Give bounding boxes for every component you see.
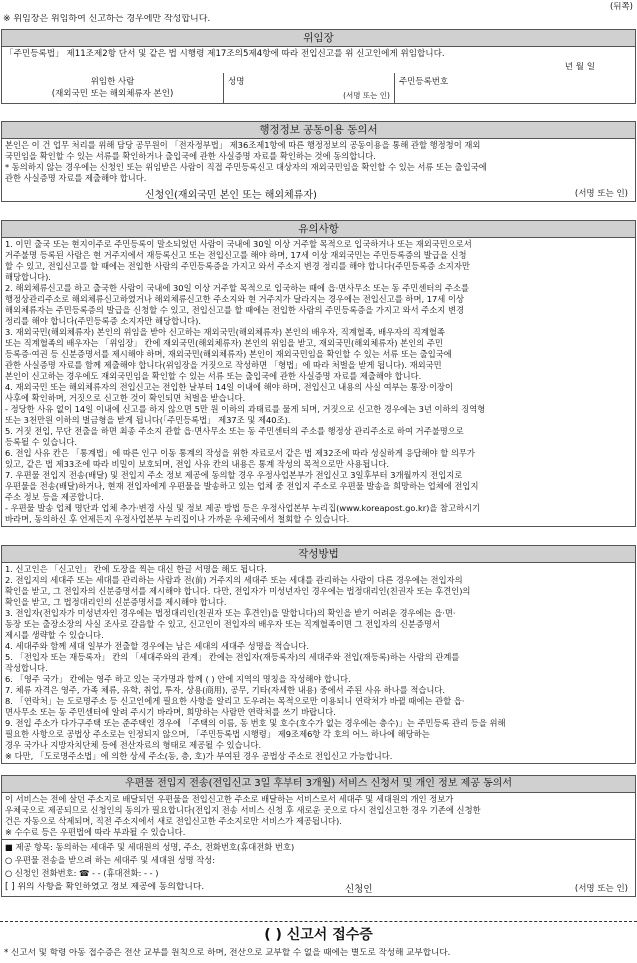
note-line: - 정당한 사유 없이 14일 이내에 신고를 하지 않으면 5만 원 이하의 과태료를 물게 되며, 거짓으로 신고한 경우에는 3년 이하의 징역형 <box>5 404 486 414</box>
howto-line: 5. 「전입자 또는 재등록자」 칸의 「세대주와의 관계」 칸에는 전입자(재등록자)의 세대주와 전입(재등록)하는 사람의 관계를 <box>5 652 460 662</box>
note-line: 7. 우편물 전입지 전송(배달) 및 전입지 주소 정보 제공에 동의할 경우 우정사업본부가 전입신고 3일후부터 3개월까지 전입지로 <box>5 470 463 480</box>
admin-consent-section <box>0 121 637 202</box>
sign-label: (서명 또는 인) <box>343 91 390 100</box>
consent-applicant: 신청인 <box>345 884 373 895</box>
note-line: 정리를 해야 합니다(주민등록증 소지자만 해당합니다). <box>5 316 201 326</box>
howto-line: 동장 또는 출장소장의 사실 조사로 갈음할 수 있고, 신고인이 전입자의 배우자 또는 직계혈족이면 그 전입자의 신분증명서 <box>5 619 440 629</box>
notes-title: 유의사항 <box>1 220 636 238</box>
note-line: 2. 해외체류신고를 하고 출국한 사람이 국내에 30일 이상 거주할 목적으로 입국하는 때에 읍·면사무소 또는 동 주민센터의 주소를 <box>5 283 470 293</box>
note-line: 등록될 수 있습니다. <box>5 437 78 447</box>
receipt-section <box>0 921 637 959</box>
notes-section <box>0 220 637 527</box>
howto-line: 필요한 사항으로 공법상 주소로는 인정되지 않으며, 「주민등록법 시행령」 제9조제6항 각 호의 어느 하나에 해당하는 <box>5 729 430 739</box>
admin-applicant-sign[interactable]: (서명 또는 인) <box>574 189 628 199</box>
howto-line: 3. 전입자(전입자가 미성년자인 경우에는 법정대리인(친권자 또는 후견인)을 말합니다)의 확인을 받기 어려운 경우에는 읍·면· <box>5 608 456 618</box>
consent-line: ※ 수수료 등은 우편법에 따라 부과될 수 있습니다. <box>5 827 186 837</box>
admin-line: * 동의하지 않는 경우에는 신청인 또는 위임받은 사람이 직접 주민등록신고 대상자의 재외국민임을 확인할 수 있는 서류 또는 출입국에 <box>5 162 487 172</box>
note-line: 4. 재외국민 또는 해외체류자의 전입신고는 전입한 날부터 14일 이내에 해야 하며, 전입신고 내용의 사실 여부는 통장·이장이 <box>5 382 454 392</box>
rrn-label: 주민등록번호 <box>398 77 449 87</box>
consent-line: 건은 자동으로 삭제되며, 직전 주소지에서 새로 전입신고한 주소지로만 서비스가 제공됩니다). <box>5 816 342 826</box>
mail-consent-title: 우편물 전입지 전송(전입신고 3일 후부터 3개월) 서비스 신청서 및 개인 정보 제공 동의서 <box>1 775 636 793</box>
howto-line: 제시를 생략할 수 있습니다. <box>5 630 104 640</box>
agree-checkbox[interactable]: [ ] 위의 사항을 확인하였고 정보 제공에 동의합니다. <box>5 882 205 892</box>
note-line: 관한 사실증명 자료를 함께 제출해야 합니다(위임장을 거짓으로 작성하면 「형법」에 따라 처벌을 받게 됩니다). 재외국민 <box>5 360 442 370</box>
howto-line: 경우 국가나 지방자치단체 등에 전산자료의 형태로 제공될 수 있습니다. <box>5 740 262 750</box>
note-line: 6. 전입 사유 칸은 「통계법」에 따른 인구 이동 통계의 작성을 위한 자료로서 같은 법 제32조에 따라 성실하게 응답해야 할 의무가 <box>5 448 475 458</box>
howto-line: 확인을 받고, 그 법정대리인의 신분증명서를 제시해야 합니다. <box>5 597 227 607</box>
note-line: 1. 이민 출국 또는 현지이주로 주민등록이 말소되었던 사람이 국내에 30일 이상 거주할 목적으로 입국하거나 또는 재외국민으로서 <box>5 239 472 249</box>
howto-line: 4. 세대주와 함께 세대 일부가 전출할 경우에는 남은 세대의 세대주 성명을 적습니다. <box>5 641 310 651</box>
delegation-text: 「주민등록법」 제11조제2항 단서 및 같은 법 시행령 제17조의5제4항에 따라 전입신고를 위 신고인에게 위임합니다. <box>5 49 445 59</box>
note-line: 할 수 있고, 전입신고를 할 때에는 전입한 사람의 주민등록증을 가지고 와서 주소지 변경 정리를 해야 합니다(주민등록증 소지자만 <box>5 261 470 271</box>
delegator-label: 위임한 사람 <box>90 77 135 87</box>
consent-item-phone[interactable]: ○ 신청인 전화번호: ☎ - - (휴대전화: - - ) <box>5 868 159 878</box>
note-line: 등록증·여권 등 신분증명서를 제시해야 하며, 재외국민(해외체류자) 본인이 재외국민임을 확인할 수 있는 서류 또는 출입국에 <box>5 349 452 359</box>
note-line: 본인이 신고하는 경우에도 재외국민임을 확인할 수 있는 서류 또는 출입국에 관한 사실증명 자료를 제출해야 합니다. <box>5 371 422 381</box>
note-line: 해외체류자는 주민등록증의 발급을 신청할 수 있고, 전입신고를 할 때에는 전입한 사람의 주민등록증을 가지고 와서 주소지 변경 <box>5 305 464 315</box>
receipt-title: ( ) 신고서 접수증 <box>264 927 373 943</box>
delegation-title: 위임장 <box>1 29 636 47</box>
note-line: 바라며, 동의하신 후 언제든지 우정사업본부 누리집이나 가까운 우체국에서 철회할 수 있습니다. <box>5 514 350 524</box>
consent-item-provided: ■ 제공 항목: 동의하는 세대주 및 세대원의 성명, 주소, 전화번호(휴대전화 번호) <box>5 842 295 852</box>
consent-line: 우체국으로 제공되므로 신청인의 동의가 필요합니다(전입지 전송 서비스 신청 후 새로운 곳으로 다시 전입신고한 경우 기존에 신청한 <box>5 805 481 815</box>
note-line: 5. 거짓 전입, 무단 전출을 하면 최종 주소지 관할 읍·면사무소 또는 동 주민센터의 주소를 행정상 관리주소로 하여 거주불명으로 <box>5 426 464 436</box>
note-line: 거주불명 등록된 사람은 현 거주지에서 재등록신고 또는 전입신고를 해야 하며, 17세 이상 재외국민는 주민등록증의 발급을 신청 <box>5 250 467 260</box>
howto-line: 작성합니다. <box>5 663 48 673</box>
delegator-table <box>2 73 635 103</box>
mail-consent-section <box>0 775 637 897</box>
admin-applicant: 신청인(재외국민 본인 또는 해외체류자) <box>145 190 317 201</box>
consent-item-names[interactable]: ○ 우편물 전송을 받으려 하는 세대주 및 세대원 성명 작성: <box>5 855 216 865</box>
receipt-note: * 신고서 및 학령 아동 접수증은 전산 교부를 원칙으로 하며, 전산으로 교부할 수 없을 때에는 별도로 작성해 교부합니다. <box>4 948 451 958</box>
name-label: 성명 <box>228 77 245 87</box>
note-line: 우편물을 전송(배달)하거나, 현재 전입자에게 우편물을 발송하고 있는 업체 중 전입지 주소로 우편물 발송을 희망하는 업체에 전입지 <box>5 481 479 491</box>
howto-line: 6. 「영주 국가」 칸에는 영주 하고 있는 국가명과 함께 ( ) 안에 지역의 명칭을 작성해야 합니다. <box>5 674 351 684</box>
delegation-date: 년 월 일 <box>564 62 595 72</box>
admin-line: 관한 사실증명 자료를 제출해야 합니다. <box>5 173 147 183</box>
rrn-cell[interactable] <box>394 73 635 103</box>
howto-title: 작성방법 <box>1 545 636 563</box>
howto-list <box>1 563 636 764</box>
consent-sign[interactable]: (서명 또는 인) <box>574 884 628 894</box>
note-line: 행정상관리주소로 해외체류신고하였거나 해외체류신고한 주소지와 현 거주지가 달라지는 경우에는 전입신고를 하며, 17세 이상 <box>5 294 464 304</box>
howto-line: 확인을 받고, 그 전입자의 신분증명서를 제시해야 합니다. 다만, 전입자가 미성년자인 경우에는 법정대리인(친권자 또는 후견인)의 <box>5 586 471 596</box>
howto-line: 1. 신고인은 「신고인」 칸에 도장을 찍는 대신 한글 서명을 해도 됩니다. <box>5 564 267 574</box>
consent-line: 이 서비스는 전에 살던 주소지로 배달되던 우편물을 전입신고한 주소로 배달하는 서비스로서 세대주 및 세대원의 개인 정보가 <box>5 794 454 804</box>
note-line: 사후에 확인하며, 거짓으로 신고한 것이 확인되면 처벌을 받습니다. <box>5 393 246 403</box>
back-side-label: (뒤쪽) <box>609 2 633 12</box>
note-line: 3. 재외국민(해외체류자) 본인의 위임을 받아 신고하는 재외국민(해외체류자) 본인의 배우자, 직계혈족, 배우자의 직계혈족 <box>5 327 445 337</box>
note-line: 또는 3천만원 이하의 벌금형을 받게 됩니다(「주민등록법」 제37조 및 제40조). <box>5 415 291 425</box>
note-line: 또는 직계혈족의 배우자는 「위임장」 칸에 재외국민(해외체류자) 본인의 위임을 받고, 재외국민(해외체류자) 본인의 주민 <box>5 338 443 348</box>
delegation-note: ※ 위임장은 위임하여 신고하는 경우에만 작성합니다. <box>3 14 211 24</box>
notes-list <box>1 238 636 527</box>
howto-line: 9. 전입 주소가 다가구주택 또는 준주택인 경우에 「주택의 이름, 동 번호 및 호수(호수가 없는 경우에는 층수)」는 주민등록 관리 등을 위해 <box>5 718 506 728</box>
howto-line: 면사무소 또는 동 주민센터에 알려 주시기 바라며, 희망하는 사람만 연락처를 쓰기 바랍니다. <box>5 707 336 717</box>
howto-line: 7. 체류 자격은 영주, 가족 체류, 유학, 취업, 투자, 상용(商用), 공무, 기타(자세한 내용) 중에서 주된 사유 하나를 적습니다. <box>5 685 446 695</box>
howto-line: ※ 다만, 「도로명주소법」에 의한 상세 주소(동, 층, 호)가 부여된 경우 공법상 주소로 전입신고 가능합니다. <box>5 751 393 761</box>
note-line: 해당합니다). <box>5 272 51 282</box>
howto-line: 2. 전입지의 세대주 또는 세대를 관리하는 사람과 전(前) 거주지의 세대주 또는 세대를 관리하는 사람이 다른 경우에는 전입자의 <box>5 575 463 585</box>
admin-line: 국민임을 확인할 수 있는 서류를 확인하거나 출입국에 관한 사실증명 자료를 확인하는 것에 동의합니다. <box>5 151 376 161</box>
delegator-sub: (재외국민 또는 해외체류자 본인) <box>51 89 174 99</box>
note-line: - 우편물 발송 업체 명단과 업체 추가·변경 사실 및 정보 제공 방법 등은 우정사업본부 누리집(www.koreapost.go.kr)을 참고하시기 <box>5 503 481 513</box>
admin-line: 본인은 이 건 업무 처리를 위해 담당 공무원이 「전자정부법」 제36조제1항에 따른 행정정보의 공동이용을 통해 관할 행정청이 재외 <box>5 140 481 150</box>
note-line: 있고, 같은 법 제33조에 따라 비밀이 보호되며, 전입 사유 칸의 내용은 통계 작성의 목적으로만 사용됩니다. <box>5 459 390 469</box>
note-line: 주소 정보 등을 제공합니다. <box>5 492 104 502</box>
delegation-section <box>0 29 637 104</box>
admin-consent-title: 행정정보 공동이용 동의서 <box>1 121 636 139</box>
howto-section <box>0 545 637 764</box>
howto-line: 8. 「연락처」는 도로명주소 등 신고인에게 필요한 사항을 알리고 도우려는 목적으로만 이용되니 연락처가 바뀔 때에는 관할 읍· <box>5 696 465 706</box>
